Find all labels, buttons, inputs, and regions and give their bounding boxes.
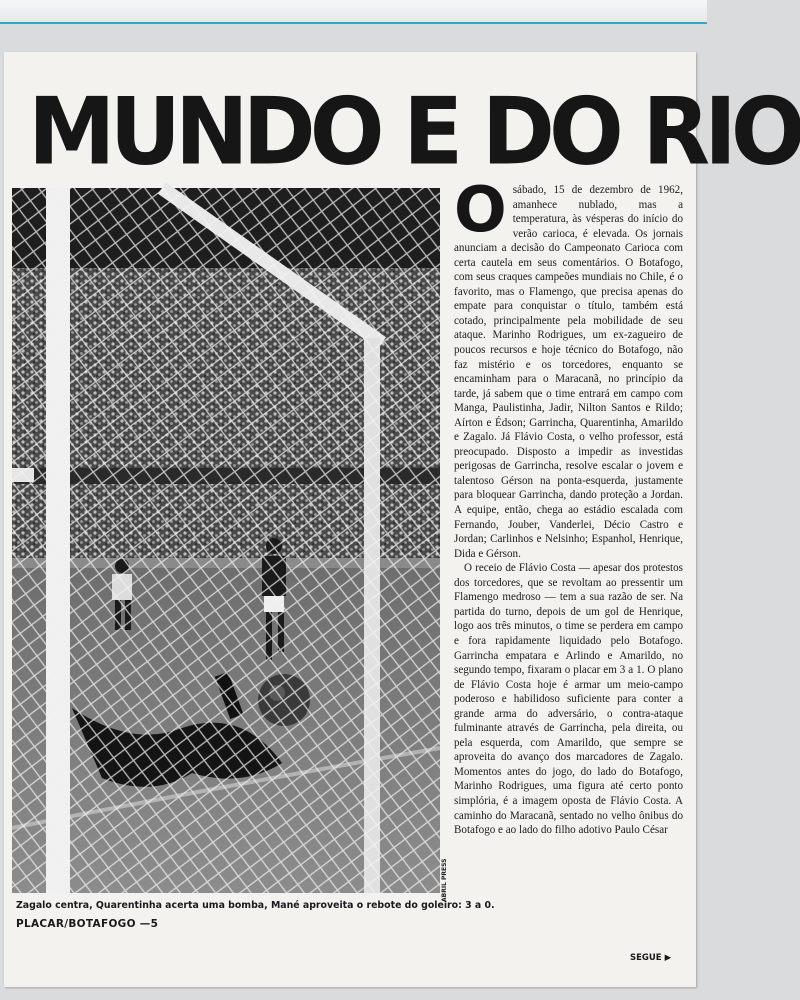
scan-edge: [0, 0, 707, 24]
page-footer: [16, 918, 158, 930]
magazine-page: [4, 52, 800, 987]
dropcap: O: [454, 173, 507, 246]
match-photo: [12, 188, 440, 893]
article-paragraph: O receio de Flávio Costa — apesar dos protestos dos torcedores, que se revoltam ao pressentir um Flamengo medroso — tem a sua razão de ser. Na partida do turno, depois de um gol de Henrique, logo aos três minutos, o time se perdera em campo e fora rapidamente liquidado pelo Botafogo. Garrincha empatara e Arlindo e Amarildo, no segundo tempo, fixaram o placar em 3 a 1. O plano de Flávio Costa hoje é armar um meio-campo poderoso e habilidoso suficiente para conter a grande arma do adversário, o contra-ataque fulminante através de Garrincha, pela direita, ou pela esquerda, com Amarildo, que sempre se aproveita do avanço dos marcadores de Zagalo. Momentos antes do jogo, do lado do Botafogo, Marinho Rodrigues, uma figura até certo ponto simplória, é a imagem oposta de Flávio Costa. A caminho do Maracanã, sentado no velho ônibus do Botafogo e ao lado do filho adotivo Paulo César: [454, 562, 683, 837]
footer-page-number: —5: [139, 918, 159, 930]
article-paragraph: [454, 173, 683, 561]
article-column: [454, 173, 683, 838]
goal-photo-illustration: [12, 188, 440, 893]
paragraph-text: sábado, 15 de dezembro de 1962, amanhece nublado, mas a temperatura, às vésperas do início do verão carioca, é elevada. Os jornais anunciam a decisão do Campeonato Carioca com certa cautela em seus comentários. O Botafogo, com seus craques campeões mundiais no Chile, é o favorito, mas o Flamengo, que precisa apenas do empate para conquistar o título, também está cotado, principalmente pela mobilidade de seu ataque. Marinho Rodrigues, um ex-zagueiro de poucos recursos e hoje técnico do Botafogo, não faz mistério e os torcedores, enquanto se encaminham para o Maracanã, no princípio da tarde, já sabem que o time entrará em campo com Manga, Paulistinha, Jadir, Nilton Santos e Rildo; Aírton e Édson; Garrincha, Quarentinha, Amarildo e Zagalo. Já Flávio Costa, o velho professor, está preocupado. Disposto a impedir as investidas perigosas de Garrincha, resolve escalar o jovem e talentoso Gérson na ponta-esquerda, justamente para bloquear Garrincha, dando proteção a Jordan. A equipe, então, chega ao estádio escalada com Fernando, Jouber, Vanderlei, Décio Castro e Jordan; Carlinhos e Nelsinho; Espanhol, Henrique, Dida e Gérson.: [454, 184, 683, 560]
footer-section: PLACAR/BOTAFOGO: [16, 918, 136, 930]
continue-label: SEGUE ▶: [630, 953, 672, 963]
headline: MUNDO E DO RIO: [28, 77, 800, 186]
photo-caption: Zagalo centra, Quarentinha acerta uma bomba, Mané aproveita o rebote do goleiro: 3 a 0.: [16, 900, 495, 911]
photo-credit: ABRIL PRESS: [441, 858, 448, 902]
